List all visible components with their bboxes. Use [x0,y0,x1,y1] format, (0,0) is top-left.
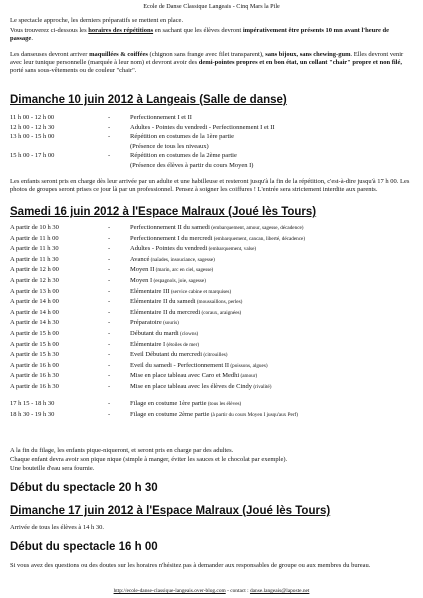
schedule-dash: - [108,133,111,140]
schedule-row [10,132,413,141]
schedule-row [10,382,413,391]
schedule-row [10,361,413,370]
schedule-time: 12 h 00 - 12 h 30 [10,123,55,131]
schedule-row [10,276,413,285]
schedule-dash: - [108,266,111,274]
schedule-dash: - [108,410,111,418]
schedule-dash: - [108,340,111,348]
schedule-dash: - [108,298,111,306]
page-footer: http://ecole-danse-classique-langeais.over-blog.com - contact : danse.langeais@laposte.net [113,588,310,594]
schedule-dash: - [108,383,111,390]
schedule-row [10,371,413,380]
schedule-dash: - [108,234,111,242]
contact-email-link[interactable]: danse.langeais@laposte.net [249,588,310,594]
schedule-time: 13 h 00 - 15 h 00 [10,133,55,140]
sunday17-start: Début du spectacle 16 h 00 [10,541,158,553]
schedule-time: A partir de 15 h 00 [10,340,59,348]
schedule-detail: (souris) [161,320,179,327]
schedule-row [10,223,413,232]
schedule-time: A partir de 15 h 30 [10,351,59,359]
schedule-row [10,151,413,160]
schedule-activity: Débutant du mardi (clowns) [130,330,199,337]
schedule-dash: - [108,351,111,359]
schedule-time: A partir de 13 h 00 [10,287,59,295]
schedule-time: 15 h 00 - 17 h 00 [10,152,55,159]
schedule-time: A partir de 16 h 00 [10,361,59,369]
schedule-time: A partir de 11 h 00 [10,234,59,242]
schedule-detail: (espagnols, joie, sagesse) [152,278,206,284]
saturday16-title: Samedi 16 juin 2012 à l'Espace Malraux (Joué lès Tours) [10,206,317,218]
schedule-time: 17 h 15 - 18 h 30 [10,400,55,407]
schedule-dash: - [108,224,111,231]
schedule-dash: - [108,152,111,159]
schedule-activity: Mise en place tableau avec les élèves de Cindy (rivalité) [130,383,272,390]
schedule-dash: - [108,245,111,253]
schedule-row [10,318,413,327]
schedule-row [10,287,413,296]
schedule-detail: (rivalité) [252,384,272,390]
schedule-time: A partir de 15 h 00 [10,330,59,337]
schedule-time: A partir de 16 h 30 [10,372,59,380]
schedule-activity: Eveil Débutant du mercredi (citrouilles) [130,351,228,359]
page-header: Ecole de Danse Classique Langeais - Cinq Mars la Pile [143,3,280,10]
schedule-time: A partir de 16 h 30 [10,383,59,390]
schedule-time: 11 h 00 - 12 h 00 [10,114,55,121]
schedule-dash: - [108,287,111,295]
schedule-detail: (service cabine et marquises) [169,288,232,295]
schedule-detail: (étoiles de mer) [165,341,200,348]
schedule-detail: (embarquement, valse) [207,246,257,253]
schedule-time: A partir de 11 h 30 [10,245,59,253]
sunday10-title: Dimanche 10 juin 2012 à Langeais (Salle de danse) [10,94,287,106]
schedule-row [10,329,413,338]
schedule-row [10,410,413,419]
schedule-activity: Filage en costume 1ère partie (tous les élèves) [130,400,242,407]
saturday16-note-2: Chaque enfant devra avoir son pique nique (simple à manger, éviter les sauces et le chocolat par exemple). [10,456,288,463]
intro-paragraph-3: Les danseuses devront arriver maquillées & coiffées (chignon sans frange avec filet transparent), sans bijoux, sans chewing-gum. Elles devront venir avec leur tunique personnelle (marquée à leur nom) et devront avoir des demi-pointes propres et en bon état, un collant "chair" propre et non filé, porté sans sous-vêtements ou de couleur "chair". [10,51,404,75]
schedule-activity: (Présence des élèves à partir du cours Moyen I) [130,161,254,169]
schedule-row [10,399,413,408]
blog-link[interactable]: http://ecole-danse-classique-langeais.over-blog.com [113,588,226,594]
schedule-time: A partir de 12 h 00 [10,266,59,274]
schedule-time: A partir de 11 h 30 [10,255,59,263]
schedule-activity: Adultes - Pointes du vendredi - Perfectionnement I et II [130,123,275,131]
intro-paragraph-1: Le spectacle approche, les derniers préparatifs se mettent en place. [10,17,184,24]
schedule-dash: - [108,114,111,121]
schedule-row [10,161,413,170]
schedule-activity: Avancé (naïades, insouciance, sagesse) [130,255,215,263]
schedule-detail: (tous les élèves) [206,401,242,407]
schedule-dash: - [108,330,111,337]
schedule-detail: (marin, arc en ciel, sagesse) [154,267,214,274]
schedule-row [10,234,413,243]
schedule-dash: - [108,123,111,131]
schedule-row [10,350,413,359]
schedule-activity: Elémentaire III (service cabine et marquises) [130,287,232,295]
schedule-row [10,123,413,132]
schedule-dash: - [108,319,111,327]
schedule-dash: - [108,308,111,316]
intro-paragraph-2: Vous trouverez ci-dessous les horaires des répétitions en sachant que les élèves devront impérativement être présents 10 mn avant l'heure de passage. [10,27,389,43]
schedule-dash: - [108,400,111,407]
saturday16-start: Début du spectacle 20 h 30 [10,482,158,494]
schedule-detail: (à partir du cours Moyen I jusqu'aux Perf) [209,411,298,418]
closing-paragraph: Si vous avez des questions ou des doutes sur les horaires n'hésitez pas à demander aux responsables de groupe ou aux membres du bureau. [10,562,371,569]
schedule-activity: Perfectionnement I du mercredi (embarquement, cancan, liberté, décadence) [130,234,306,242]
schedule-time: A partir de 14 h 00 [10,308,59,316]
schedule-activity: Filage en costume 2ème partie (à partir du cours Moyen I jusqu'aux Perf) [130,410,298,418]
schedule-row [10,113,413,122]
schedule-dash: - [108,361,111,369]
schedule-detail: (citrouilles) [202,352,228,359]
sunday10-note: Les enfants seront pris en charge dès leur arrivée par un adulte et une habilleuse et resteront jusqu'à la fin de la répétition, c'est-à-dire jusqu'à 17 h 00. Les photos de groupes seront prises ce jour là par un professionnel. Pensez à soigner les coiffures ! L'entrée sera strictement interdite aux parents. [10,178,410,194]
schedule-detail: (embarquement, cancan, liberté, décadence) [212,235,306,242]
schedule-activity: Eveil du samedi - Perfectionnement II (poissons, algues) [130,361,268,369]
schedule-detail: (amour) [239,373,258,380]
schedule-time: A partir de 14 h 30 [10,319,59,327]
schedule-detail: (coraux, araignées) [200,309,242,316]
sunday17-title: Dimanche 17 juin 2012 à l'Espace Malraux (Joué lès Tours) [10,505,331,517]
schedule-row [10,244,413,253]
schedule-detail: (moussaillons, perles) [195,299,243,306]
schedule-detail: (poissons, algues) [229,362,268,369]
schedule-activity: Elémentaire I (étoiles de mer) [130,340,200,348]
schedule-activity: Elémentaire II du mercredi (coraux, araignées) [130,308,242,316]
schedule-detail: (naïades, insouciance, sagesse) [149,256,215,263]
schedule-dash: - [108,277,111,284]
schedule-activity: Mise en place tableau avec Caro et Medhi (amour) [130,372,258,380]
schedule-row [10,265,413,274]
schedule-row [10,297,413,306]
schedule-activity: Perfectionnement I et II [130,114,192,121]
schedule-time: A partir de 14 h 00 [10,298,59,306]
schedule-activity: Répétition en costumes de la 2ème partie [130,152,237,159]
schedule-activity: Préparatoire (souris) [130,319,179,327]
schedule-row [10,142,413,151]
schedule-activity: Adultes - Pointes du vendredi (embarquement, valse) [130,245,257,253]
schedule-row [10,340,413,349]
sunday17-note: Arrivée de tous les élèves à 14 h 30. [10,524,105,531]
schedule-activity: Moyen II (marin, arc en ciel, sagesse) [130,266,214,274]
schedule-row [10,308,413,317]
schedule-activity: Répétition en costumes de la 1ère partie [130,133,234,140]
schedule-activity: Elémentaire II du samedi (moussaillons, perles) [130,298,243,306]
schedule-detail: (clowns) [178,331,199,337]
schedule-time: A partir de 10 h 30 [10,224,59,231]
saturday16-note-1: A la fin du filage, les enfants pique-niqueront, et seront pris en charge par des adultes. [10,447,234,454]
schedule-activity: (Présence de tous les niveaux) [130,142,209,150]
schedule-activity: Perfectionnement II du samedi (embarquement, amour, sagesse, décadence) [130,224,304,231]
schedule-detail: (embarquement, amour, sagesse, décadence) [209,225,304,231]
schedule-dash: - [108,372,111,380]
schedule-time: A partir de 12 h 30 [10,277,59,284]
schedule-time: 18 h 30 - 19 h 30 [10,410,55,418]
schedule-dash: - [108,255,111,263]
schedule-activity: Moyen I (espagnols, joie, sagesse) [130,277,206,284]
saturday16-note-3: Une bouteille d'eau sera fournie. [10,465,95,472]
schedule-row [10,255,413,264]
